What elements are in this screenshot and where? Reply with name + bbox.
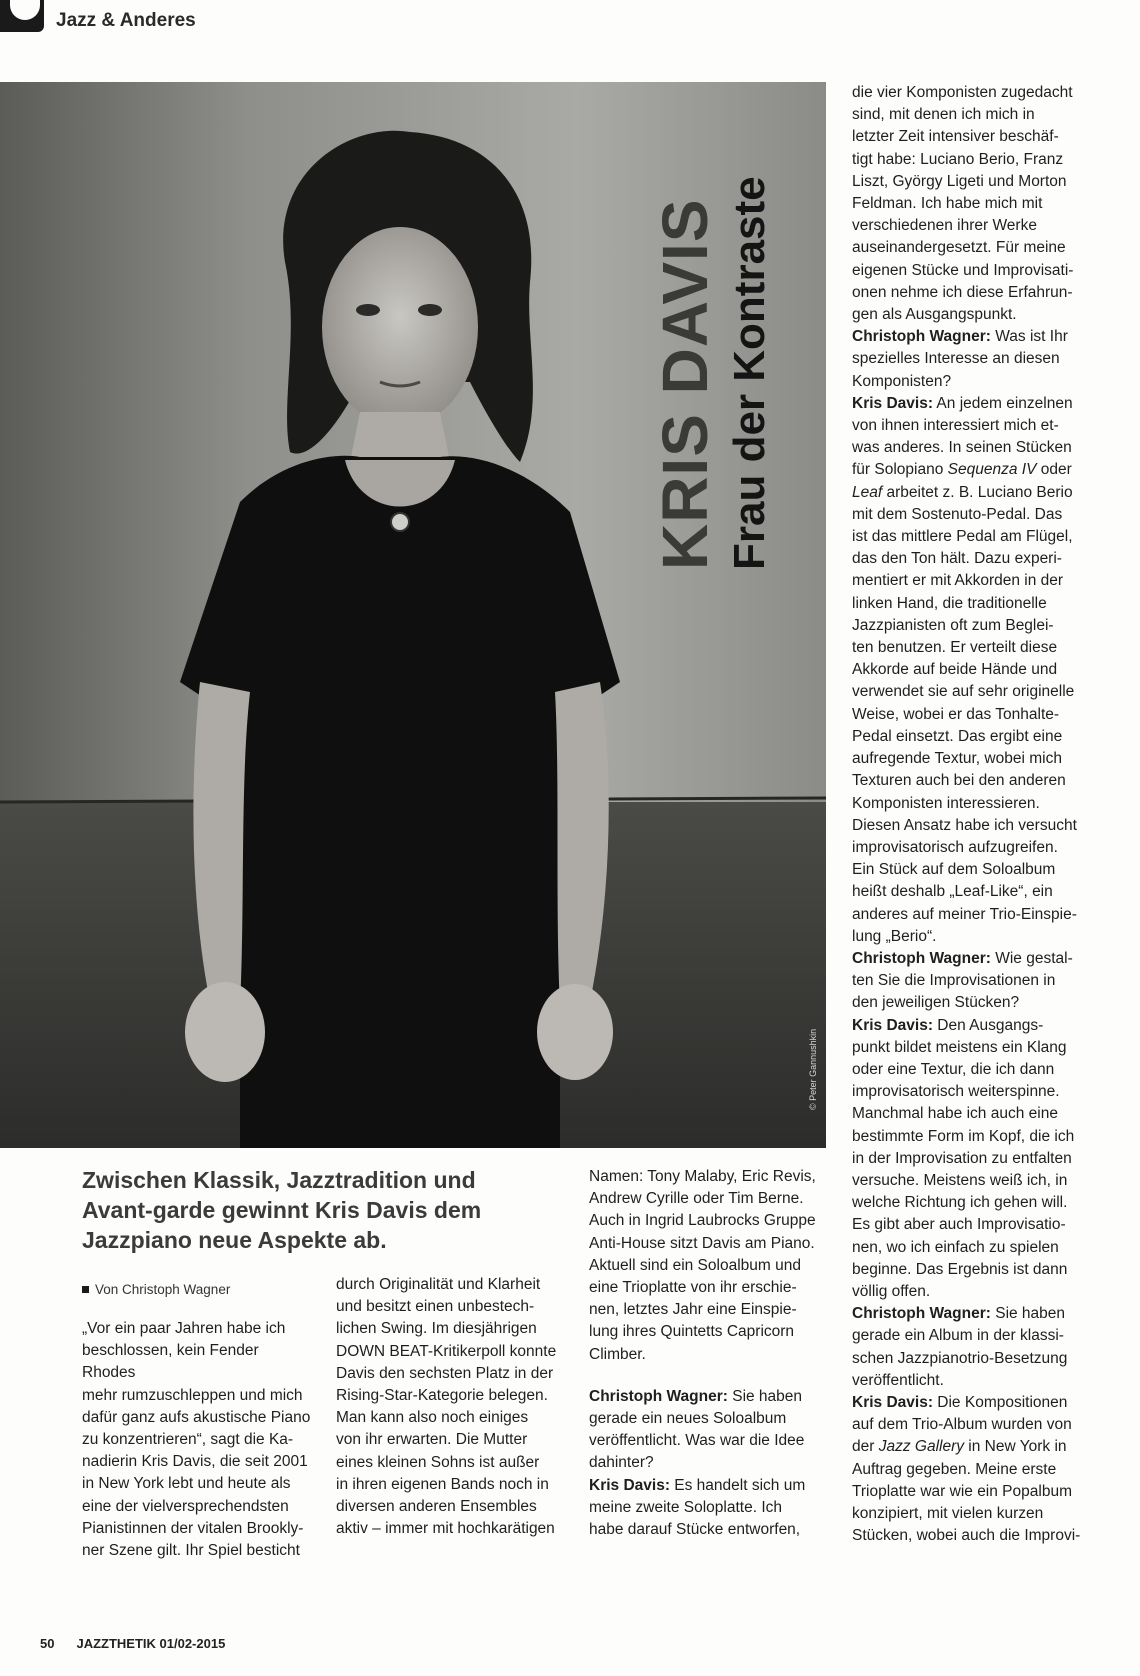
page-number: 50 xyxy=(40,1636,55,1651)
column-2: durch Originalität und Klarheit und besitzt einen unbestech- lichen Swing. Im diesjährigen DOWN BEAT-Kritikerpoll konnte Davis den sechsten Platz in der Rising-Star-Kategorie belegen. Man kann also noch einiges von ihr erwarten. Die Mutter eines kleinen Sohns ist außer in ihren eigenen Bands noch in diversen anderen Ensembles aktiv – immer mit hochkarätigen xyxy=(336,1276,557,1538)
interviewee-label: Kris Davis: xyxy=(852,1016,933,1034)
byline: Von Christoph Wagner xyxy=(82,1282,230,1297)
article-lead: Zwischen Klassik, Jazztradition und Avant-garde gewinnt Kris Davis dem Jazzpiano neue Aspekte ab. xyxy=(82,1167,482,1253)
page-footer xyxy=(40,1636,247,1651)
magazine-issue: JAZZTHETIK 01/02-2015 xyxy=(76,1636,226,1651)
interviewee-label: Kris Davis: xyxy=(852,394,933,412)
section-corner-mark xyxy=(0,0,44,32)
article-title: KRIS DAVIS xyxy=(649,198,721,570)
interviewer-label: Christoph Wagner: xyxy=(852,949,991,967)
interviewer-label: Christoph Wagner: xyxy=(589,1387,728,1405)
interviewee-label: Kris Davis: xyxy=(589,1476,670,1494)
interviewer-label: Christoph Wagner: xyxy=(852,1305,991,1323)
interviewee-label: Kris Davis: xyxy=(852,1393,933,1411)
photo-headline xyxy=(648,132,816,570)
bullet-square-icon xyxy=(82,1286,89,1293)
section-title: Jazz & Anderes xyxy=(56,10,196,31)
interviewer-label: Christoph Wagner: xyxy=(852,328,991,346)
column-3: Namen: Tony Malaby, Eric Revis, Andrew Cyrille oder Tim Berne. Auch in Ingrid Laubrocks Gruppe Anti-House sitzt Davis am Piano. Aktuell sind ein Soloalbum und eine Trioplatte von ihr erschie- nen, letztes Jahr eine Einspie- lung ihres Quintetts Capricorn Climber. Christoph Wagner: Sie haben gerade ein neues Soloalbum veröffentlicht. Was war die Idee dahinter? Kris Davis: Es handelt sich um meine zweite Soloplatte. Ich habe darauf Stücke entworfen, xyxy=(589,1168,816,1539)
column-1: „Vor ein paar Jahren habe ich beschlossen, kein Fender Rhodes mehr rumzuschleppen und mich dafür ganz aufs akustische Piano zu konzentrieren“, sagt die Ka- nadierin Kris Davis, die seit 2001 in New York lebt und heute als eine der vielversprechendsten Pianistinnen der vitalen Brookly- ner Szene gilt. Ihr Spiel besticht xyxy=(82,1320,311,1560)
article-subtitle: Frau der Kontraste xyxy=(725,176,774,570)
column-4: die vier Komponisten zugedacht sind, mit denen ich mich in letzter Zeit intensiver beschäf- tigt habe: Luciano Berio, Franz Liszt, György Ligeti und Morton Feldman. Ich habe mich mit verschiedenen ihrer Werke auseinandergesetzt. Für meine eigenen Stücke und Improvisati- onen nehme ich diese Erfahrun- gen als Ausgangspunkt. Christoph Wagner: Was ist Ihr spezielles Interesse an diesen Komponisten? Kris Davis: An jedem einzelnen von ihnen interessiert mich et- was anderes. In seinen Stücken für Solopiano Sequenza IV oder Leaf arbeitet z. B. Luciano Berio mit dem Sostenuto-Pedal. Das ist das mittlere Pedal am Flügel, das den Ton hält. Dazu experi- mentiert er mit Akkorden in der linken Hand, die traditionelle Jazzpianisten oft zum Beglei- ten benutzen. Er verteilt diese Akkorde auf beide Hände und verwendet sie auf sehr originelle Weise, wobei er das Tonhalte- Pedal einsetzt. Das ergibt eine aufregende Textur, wobei mich Texturen auch bei den anderen Komponisten interessieren. Diesen Ansatz habe ich versucht improvisatorisch aufzugreifen. Ein Stück auf dem Soloalbum heißt deshalb „Leaf-Like“, ein anderes auf meiner Trio-Einspie- lung „Berio“. Christoph Wagner: Wie gestal- ten Sie die Improvisationen in den jeweiligen Stücken? Kris Davis: Den Ausgangs- punkt bildet meistens ein Klang oder eine Textur, die ich dann improvisatorisch weiterspinne. Manchmal habe ich auch eine bestimmte Form im Kopf, die ich in der Improvisation zu entfalten versuche. Meistens weiß ich, in welche Richtung ich gehen will. Es gibt aber auch Improvisatio- nen, wo ich einfach zu spielen beginne. Das Ergebnis ist dann völlig offen. Christoph Wagner: Sie haben gerade ein Album in der klassi- schen Jazzpianotrio-Besetzung veröffentlicht. Kris Davis: Die Kompositionen auf dem Trio-Album wurden von der Jazz Gallery in New York in Auftrag gegeben. Meine erste Trioplatte war wie ein Popalbum konzipiert, mit vielen kurzen Stücken, wobei auch die Improvi- xyxy=(852,84,1081,1545)
